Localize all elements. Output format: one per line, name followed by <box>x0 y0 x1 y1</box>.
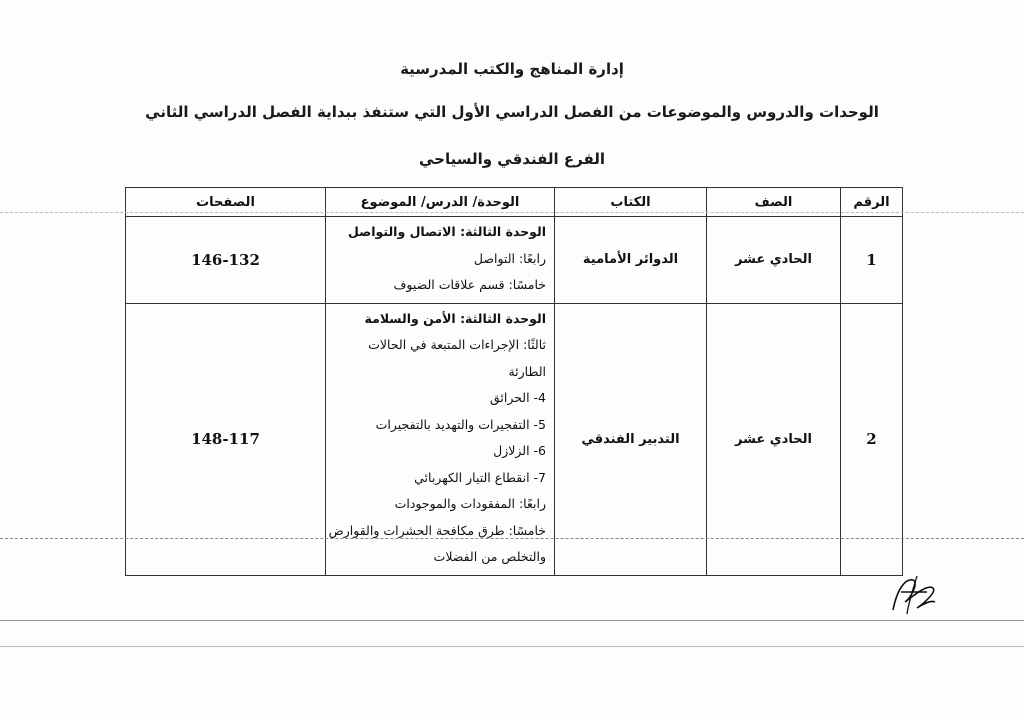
row-number: 1 <box>841 217 903 304</box>
topic-line: 7- انقطاع التيار الكهربائي <box>414 469 546 485</box>
branch-title: الفرع الفندقي والسياحي <box>418 150 606 168</box>
row-pages: 148-117 <box>126 303 326 575</box>
topic-line: والتخلص من الفضلات <box>433 549 546 564</box>
topic-line: 6- الزلازل <box>493 443 546 458</box>
topic-line: رابعًا: التواصل <box>473 250 546 266</box>
row-book: التدبير الفندقي <box>555 303 707 575</box>
table-row <box>126 303 903 575</box>
scan-line <box>0 212 1024 213</box>
topic-line: 4- الحرائق <box>489 390 546 405</box>
col-header-class: الصف <box>707 188 841 217</box>
row-class: الحادي عشر <box>707 303 841 575</box>
topic-line: الوحدة الثالثة: الأمن والسلامة <box>364 310 546 326</box>
col-header-pages: الصفحات <box>126 188 326 217</box>
row-pages: 146-132 <box>126 217 326 304</box>
row-book: الدوائر الأمامية <box>555 217 707 304</box>
col-header-book: الكتاب <box>555 188 707 217</box>
scan-line <box>0 646 1024 647</box>
row-topic <box>326 217 555 304</box>
scan-line <box>0 620 1024 621</box>
row-class: الحادي عشر <box>707 217 841 304</box>
row-number: 2 <box>841 303 903 575</box>
col-header-number: الرقم <box>841 188 903 217</box>
topic-line: ثالثًا: الإجراءات المتبعة في الحالات <box>368 337 546 352</box>
topic-line: الطارئة <box>508 363 546 379</box>
signature-icon <box>883 570 943 620</box>
col-header-topic: الوحدة/ الدرس/ الموضوع <box>326 188 555 217</box>
document-subtitle: الوحدات والدروس والموضوعات من الفصل الدراسي الأول التي ستنفذ ببداية الفصل الدراسي الثاني <box>145 103 879 121</box>
topic-line: الوحدة الثالثة: الاتصال والتواصل <box>348 224 546 239</box>
scan-line <box>0 538 1024 539</box>
curriculum-table <box>125 187 903 576</box>
topic-line: 5- التفجيرات والتهديد بالتفجيرات <box>375 416 546 432</box>
topic-line: خامسًا: طرق مكافحة الحشرات والقوارض <box>328 522 546 538</box>
topic-line: خامسًا: قسم علاقات الضيوف <box>393 277 546 292</box>
table-row <box>126 217 903 304</box>
department-title: إدارة المناهج والكتب المدرسية <box>400 60 624 78</box>
row-topic <box>326 303 555 575</box>
topic-line: رابعًا: المفقودات والموجودات <box>394 496 546 511</box>
